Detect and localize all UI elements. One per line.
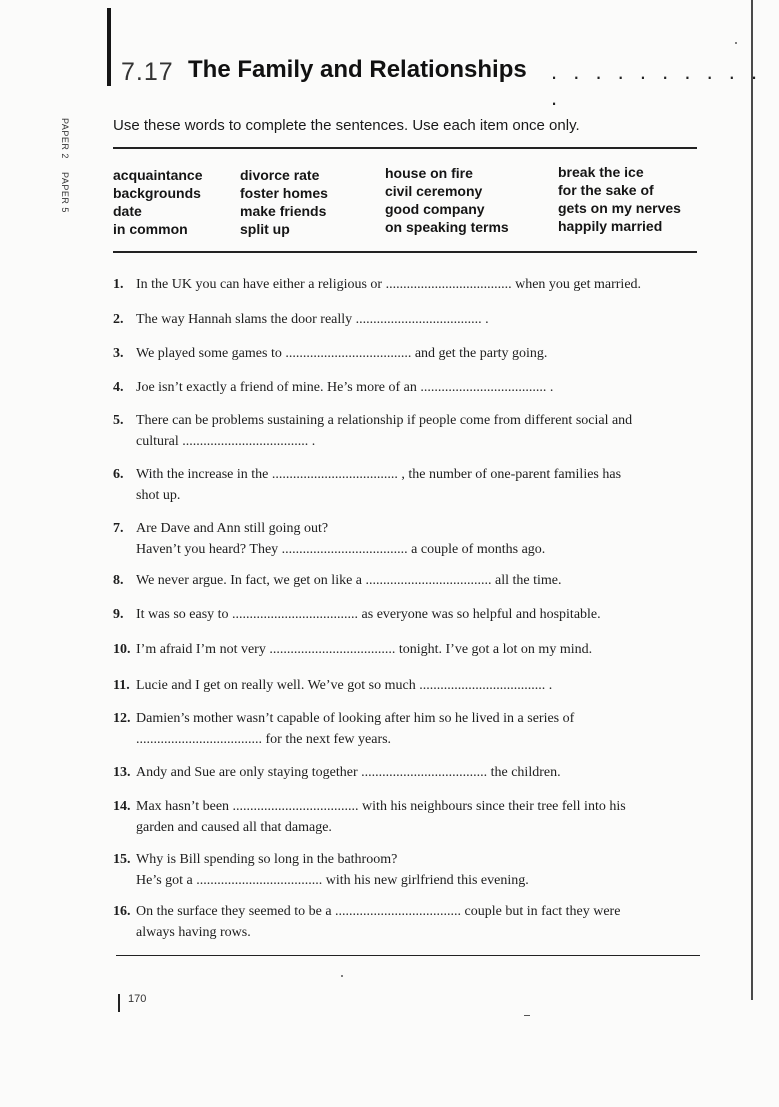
word-bank-item: acquaintance	[113, 167, 203, 183]
question-text: On the surface they seemed to be a .................................... couple but in fact they were	[136, 904, 621, 919]
question-item	[113, 675, 703, 696]
question-item	[113, 464, 703, 506]
question-number: 10.	[113, 642, 131, 657]
word-bank-item: good company	[385, 201, 485, 217]
word-bank-item: house on fire	[385, 165, 473, 181]
question-number: 16.	[113, 904, 131, 919]
question-text: There can be problems sustaining a relationship if people come from different social and	[136, 413, 633, 428]
divider-bottom	[116, 955, 700, 956]
question-number: 8.	[113, 573, 124, 588]
word-bank-item: in common	[113, 221, 188, 237]
word-bank-column	[385, 164, 509, 236]
word-bank-item: split up	[240, 221, 290, 237]
word-bank-item: divorce rate	[240, 167, 320, 183]
side-label-paper-5: PAPER 5	[60, 171, 70, 213]
divider-word-bank	[113, 251, 697, 253]
word-bank-item: on speaking terms	[385, 219, 509, 235]
word-bank-column	[558, 163, 681, 235]
question-text: We never argue. In fact, we get on like a .................................... all the time.	[136, 573, 562, 588]
question-item	[113, 708, 703, 750]
question-item	[113, 343, 703, 364]
question-text-continued: Haven’t you heard? They .................................... a couple of months ago.	[136, 542, 546, 557]
question-item	[113, 570, 703, 591]
word-bank-item: break the ice	[558, 164, 644, 180]
question-text: With the increase in the .................................... , the number of one-parent families has	[136, 467, 622, 482]
side-labels	[60, 118, 70, 223]
question-number: 6.	[113, 467, 124, 482]
question-text: I’m afraid I’m not very .................................... tonight. I’ve got a lot on my mind.	[136, 642, 593, 657]
instructions: Use these words to complete the sentences. Use each item once only.	[113, 117, 580, 134]
question-item	[113, 639, 703, 660]
question-number: 13.	[113, 765, 131, 780]
question-item	[113, 377, 703, 398]
question-number: 1.	[113, 277, 124, 292]
question-item	[113, 274, 703, 295]
question-number: 3.	[113, 346, 124, 361]
word-bank-item: date	[113, 203, 142, 219]
question-item	[113, 309, 703, 330]
question-text-continued: He’s got a .................................... with his new girlfriend this evening.	[136, 873, 529, 888]
page-number: 170	[128, 993, 147, 1005]
question-text: Are Dave and Ann still going out?	[136, 521, 329, 536]
word-bank-item: for the sake of	[558, 182, 654, 198]
scan-speck	[341, 975, 343, 977]
question-text: We played some games to .................................... and get the party going.	[136, 346, 548, 361]
side-label-paper-2: PAPER 2	[60, 118, 70, 159]
word-bank-item: gets on my nerves	[558, 200, 681, 216]
question-item	[113, 762, 703, 783]
scan-speck	[524, 1015, 530, 1016]
question-text: The way Hannah slams the door really .................................... .	[136, 312, 489, 327]
question-text: It was so easy to .................................... as everyone was so helpful and hospitable.	[136, 607, 601, 622]
word-bank-column	[113, 166, 202, 238]
word-bank	[113, 166, 713, 242]
divider-top	[113, 147, 697, 149]
scan-speck	[735, 42, 737, 44]
question-item	[113, 849, 703, 891]
question-number: 2.	[113, 312, 124, 327]
question-item	[113, 604, 703, 625]
scan-edge-line	[751, 0, 753, 1000]
question-text-continued: always having rows.	[136, 925, 251, 940]
word-bank-column	[240, 166, 328, 238]
question-item	[113, 410, 703, 452]
question-number: 5.	[113, 413, 124, 428]
question-item	[113, 796, 703, 838]
word-bank-item: foster homes	[240, 185, 328, 201]
question-number: 4.	[113, 380, 124, 395]
question-number: 7.	[113, 521, 124, 536]
question-text-continued: .................................... for the next few years.	[136, 732, 392, 747]
question-text: Joe isn’t exactly a friend of mine. He’s more of an .................................... .	[136, 380, 554, 395]
question-number: 11.	[113, 678, 130, 693]
footer-rule	[118, 994, 120, 1012]
question-number: 14.	[113, 799, 131, 814]
question-text: Why is Bill spending so long in the bathroom?	[136, 852, 398, 867]
question-text-continued: cultural .................................... .	[136, 434, 316, 449]
question-text: In the UK you can have either a religious or .................................... when you get married.	[136, 277, 642, 292]
title-leader-dots: . . . . . . . . . . .	[551, 59, 763, 110]
question-text: Andy and Sue are only staying together .................................... the children.	[136, 765, 561, 780]
question-number: 9.	[113, 607, 124, 622]
word-bank-item: backgrounds	[113, 185, 201, 201]
word-bank-item: civil ceremony	[385, 183, 483, 199]
question-text: Damien’s mother wasn’t capable of looking after him so he lived in a series of	[136, 711, 575, 726]
question-text-continued: shot up.	[136, 488, 181, 503]
word-bank-item: happily married	[558, 218, 663, 234]
question-item	[113, 518, 703, 560]
question-number: 12.	[113, 711, 131, 726]
question-item	[113, 901, 703, 943]
left-margin-rule	[107, 8, 111, 86]
page-title: The Family and Relationships	[188, 56, 527, 83]
question-text-continued: garden and caused all that damage.	[136, 820, 332, 835]
question-number: 15.	[113, 852, 131, 867]
question-text: Lucie and I get on really well. We’ve got so much .................................... .	[136, 678, 553, 693]
question-text: Max hasn’t been .................................... with his neighbours since their tree fell into his	[136, 799, 626, 814]
section-number: 7.17	[121, 58, 174, 86]
word-bank-item: make friends	[240, 203, 327, 219]
